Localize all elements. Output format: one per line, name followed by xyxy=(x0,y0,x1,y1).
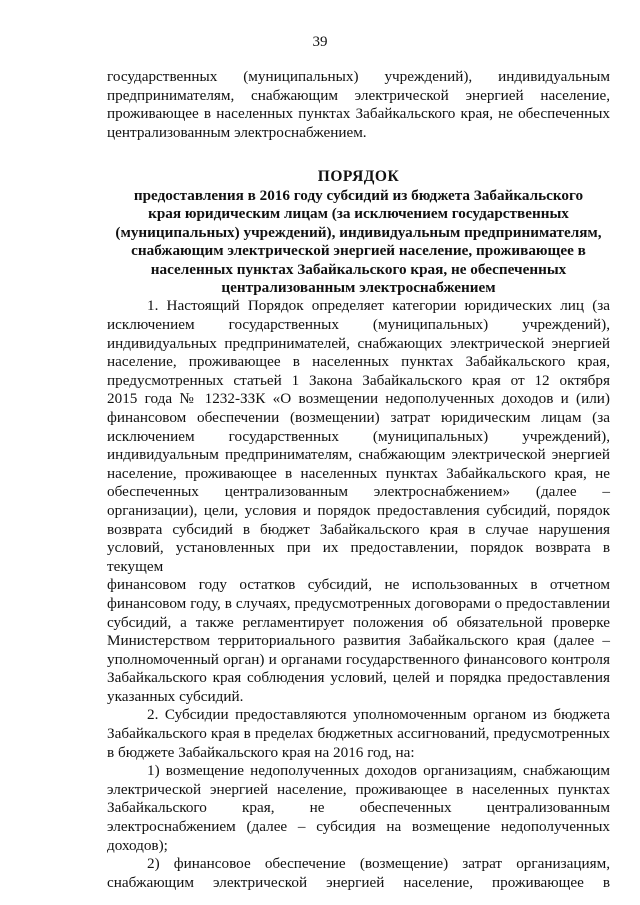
text-line: 1) возмещение недополученных доходов организациям, снабжающим xyxy=(147,762,610,780)
heading-subtitle-line: снабжающим электрической энергией население, проживающее в xyxy=(131,242,586,260)
text-line: Забайкальского края, не обеспеченных централизованным xyxy=(107,799,610,817)
text-line: снабжающим электрической энергией население, проживающее в xyxy=(107,873,610,891)
text-line: электроснабжением (далее – субсидия на возмещение недополученных xyxy=(107,818,610,836)
text-line: исключением государственных (муниципальных) учреждений), xyxy=(107,427,610,445)
heading-title: ПОРЯДОК xyxy=(317,168,400,186)
text-line: указанных субсидий. xyxy=(107,687,244,705)
text-line: финансовом обеспечении (возмещении) затрат юридическим лицам (за xyxy=(107,408,610,426)
text-line: финансовом году, в случаях, предусмотренных договорами о предоставлении xyxy=(107,594,610,612)
intro-paragraph xyxy=(107,68,610,142)
paragraph-1 xyxy=(107,297,610,706)
document-body xyxy=(107,68,610,892)
text-line: 2) финансовое обеспечение (возмещение) затрат организациям, xyxy=(147,855,610,873)
text-line: 1. Настоящий Порядок определяет категории юридических лиц (за xyxy=(147,297,610,315)
text-line: организации), цели, условия и порядок предоставления субсидий, порядок xyxy=(107,501,610,519)
paragraph-2 xyxy=(107,706,610,762)
text-line: 2015 года № 1232-ЗЗК «О возмещении недополученных доходов и (или) xyxy=(107,390,610,408)
heading-subtitle-line: населенных пунктах Забайкальского края, не обеспеченных xyxy=(150,260,567,278)
text-line: доходов); xyxy=(107,836,168,854)
list-item-1 xyxy=(107,762,610,855)
text-line: обеспеченных централизованным электроснабжением» (далее – xyxy=(107,483,610,501)
text-line: субсидий, а также регламентирует положения об обязательной проверке xyxy=(107,613,610,631)
text-line: индивидуальных предпринимателей, снабжающих электрической энергией xyxy=(107,334,610,352)
text-line: индивидуальным предпринимателям, снабжающим электрической энергией xyxy=(107,446,610,464)
list-item-2 xyxy=(107,855,610,892)
text-line: проживающее в населенных пунктах Забайкальского края, не обеспеченных xyxy=(107,105,610,123)
text-line: уполномоченный орган) и органами государственного финансового контроля xyxy=(107,650,610,668)
text-line: государственных (муниципальных) учреждений), индивидуальным xyxy=(107,68,610,85)
text-line: централизованным электроснабжением. xyxy=(107,123,367,141)
text-line: условий, установленных при их предоставлении, порядок возврата в текущем xyxy=(107,539,610,575)
text-line: Министерством территориального развития Забайкальского края (далее – xyxy=(107,632,610,650)
heading-subtitle-line: (муниципальных) учреждений), индивидуальным предпринимателям, xyxy=(115,223,602,241)
text-line: предпринимателям, снабжающим электрической энергией население, xyxy=(107,86,610,104)
text-line: в бюджете Забайкальского края на 2016 год, на: xyxy=(107,743,415,761)
heading-subtitle xyxy=(107,187,610,297)
text-line: финансовом году остатков субсидий, не использованных в отчетном xyxy=(107,576,610,594)
section-heading xyxy=(107,168,610,297)
page-number: 39 xyxy=(312,34,328,50)
text-line: Забайкальского края соблюдения условий, целей и порядка предоставления xyxy=(107,669,610,687)
text-line: электрической энергией население, проживающее в населенных пунктах xyxy=(107,780,610,798)
text-line: исключением государственных (муниципальных) учреждений), xyxy=(107,316,610,333)
text-line: предусмотренных статьей 1 Закона Забайкальского края от 12 октября xyxy=(107,371,610,389)
text-line: 2. Субсидии предоставляются уполномоченным органом из бюджета xyxy=(147,706,610,724)
heading-subtitle-line: предоставления в 2016 году субсидий из бюджета Забайкальского xyxy=(133,186,584,204)
heading-subtitle-line: края юридическим лицам (за исключением государственных xyxy=(148,205,569,223)
heading-subtitle-line: централизованным электроснабжением xyxy=(221,279,496,296)
text-line: население, проживающее в населенных пунктах Забайкальского края, не xyxy=(107,464,610,482)
text-line: возврата субсидий в бюджет Забайкальского края в случае нарушения xyxy=(107,520,610,538)
text-line: Забайкальского края в пределах бюджетных ассигнований, предусмотренных xyxy=(107,725,610,743)
text-line: население, проживающее в населенных пунктах Забайкальского края, xyxy=(107,353,610,371)
